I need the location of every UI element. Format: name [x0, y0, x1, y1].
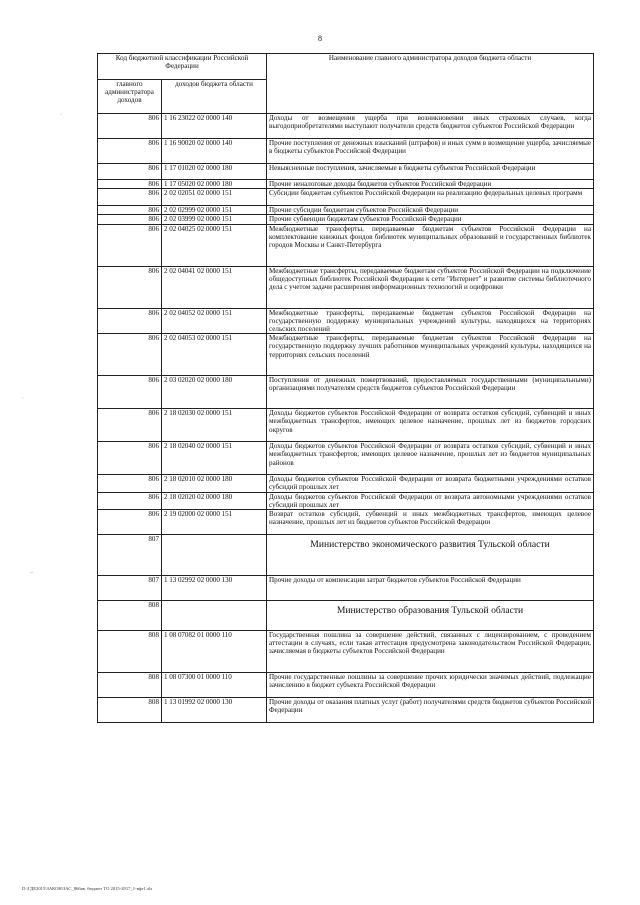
admin-code-cell: 806 — [98, 266, 162, 308]
table-row — [98, 631, 594, 673]
revenue-code-cell: 1 16 23022 02 0000 140 — [162, 114, 267, 139]
revenue-code-cell: 2 02 03999 02 0000 151 — [162, 215, 267, 224]
admin-code-cell: 806 — [98, 215, 162, 224]
revenue-administrators-table — [97, 53, 594, 723]
revenue-code-cell: 2 02 04053 02 0000 151 — [162, 334, 267, 376]
revenue-name-cell: Прочие доходы от оказания платных услуг (работ) получателями средств бюджетов субъектов Российской Федерации — [267, 698, 594, 723]
revenue-name-cell: Межбюджетные трансферты, передаваемые бюджетам субъектов Российской Федерации на комплектование книжных фондов библиотек муниципальных образований и государственных библиотек городов Москвы и Санкт-Петербурга — [267, 224, 594, 266]
admin-code-cell: 808 — [98, 698, 162, 723]
admin-code-cell: 806 — [98, 224, 162, 266]
admin-code-cell: 806 — [98, 376, 162, 409]
admin-code-cell: 806 — [98, 475, 162, 492]
table-row — [98, 442, 594, 475]
revenue-code-cell: 2 02 04025 02 0000 151 — [162, 224, 267, 266]
revenue-code-cell — [162, 601, 267, 631]
revenue-code-cell: 1 08 07082 01 0000 110 — [162, 631, 267, 673]
header-classification: Код бюджетной классификации Российской Федерации — [98, 54, 267, 80]
revenue-name-cell: Прочие субсидии бюджетам субъектов Российской Федерации — [267, 206, 594, 215]
admin-code-cell: 806 — [98, 206, 162, 215]
revenue-code-cell: 1 13 01992 02 0000 130 — [162, 698, 267, 723]
table-row — [98, 698, 594, 723]
revenue-name-cell: Доходы бюджетов субъектов Российской Федерации от возврата бюджетными учреждениями остатков субсидий прошлых лет — [267, 475, 594, 492]
admin-code-cell: 806 — [98, 334, 162, 376]
revenue-name-cell: Прочие неналоговые доходы бюджетов субъектов Российской Федерации — [267, 180, 594, 189]
revenue-name-cell: Поступления от денежных пожертвований, предоставляемых государственными (муниципальными) организациями получателям средств бюджетов субъектов Российской Федерации — [267, 376, 594, 409]
table-row — [98, 180, 594, 189]
table-row — [98, 215, 594, 224]
revenue-name-cell: Возврат остатков субсидий, субвенций и иных межбюджетных трансфертов, имеющих целевое назначение, прошлых лет из бюджетов субъектов Российской Федерации — [267, 510, 594, 535]
admin-code-cell: 808 — [98, 631, 162, 673]
revenue-code-cell: 1 08 07300 01 0000 110 — [162, 673, 267, 698]
admin-code-cell: 806 — [98, 139, 162, 164]
revenue-name-cell: Прочие поступления от денежных взысканий (штрафов) и иных сумм в возмещение ущерба, зачисляемые в бюджеты субъектов Российской Федерации — [267, 139, 594, 164]
revenue-code-cell: 1 17 01020 02 0000 180 — [162, 164, 267, 180]
admin-code-cell: 806 — [98, 442, 162, 475]
revenue-code-cell: 1 17 05020 02 0000 180 — [162, 180, 267, 189]
header-revenue: доходов бюджета области — [162, 80, 267, 114]
admin-code-cell: 806 — [98, 164, 162, 180]
table-row — [98, 139, 594, 164]
revenue-name-cell: Субсидии бюджетам субъектов Российской Федерации на реализацию федеральных целевых программ — [267, 189, 594, 206]
revenue-name-cell: Государственная пошлина за совершение действий, связанных с лицензированием, с проведением аттестации в случаях, если такая аттестация предусмотрена законодательством Российской Федерации, зачисляемая в бюджеты субъектов Российской Федерации — [267, 631, 594, 673]
table-row — [98, 164, 594, 180]
table-row — [98, 409, 594, 442]
revenue-name-cell: Прочие доходы от компенсации затрат бюджетов субъектов Российской Федерации — [267, 576, 594, 601]
table-row — [98, 114, 594, 139]
revenue-code-cell: 2 02 04052 02 0000 151 — [162, 308, 267, 334]
admin-code-cell: 806 — [98, 492, 162, 509]
table-row — [98, 206, 594, 215]
table-row — [98, 673, 594, 698]
file-path-footer: D:\ГДЕ2015\ЗАКОН\ЗАС_866ав. бюджет ТО 2015-2017_1-вфг1.xls — [22, 886, 153, 891]
revenue-name-cell: Доходы бюджетов субъектов Российской Федерации от возврата остатков субсидий, субвенций и иных межбюджетных трансфертов, имеющих целевое назначение, прошлых лет из бюджетов муниципальных районов — [267, 442, 594, 475]
table-row — [98, 334, 594, 376]
page-number: 8 — [318, 34, 322, 43]
admin-code-cell: 807 — [98, 535, 162, 576]
table-row — [98, 308, 594, 334]
table-row — [98, 224, 594, 266]
table-row — [98, 510, 594, 535]
revenue-code-cell: 2 03 02020 02 0000 180 — [162, 376, 267, 409]
revenue-code-cell: 2 18 02030 02 0000 151 — [162, 409, 267, 442]
revenue-code-cell: 2 19 02000 02 0000 151 — [162, 510, 267, 535]
table-row — [98, 475, 594, 492]
revenue-code-cell: 2 18 02040 02 0000 151 — [162, 442, 267, 475]
revenue-name-cell: Доходы бюджетов субъектов Российской Федерации от возврата автономными учреждениями остатков субсидий прошлых лет — [267, 492, 594, 509]
admin-code-cell: 806 — [98, 308, 162, 334]
admin-code-cell: 806 — [98, 189, 162, 206]
revenue-code-cell: 2 02 04041 02 0000 151 — [162, 266, 267, 308]
admin-code-cell: 808 — [98, 601, 162, 631]
revenue-code-cell: 1 13 02992 02 0000 130 — [162, 576, 267, 601]
revenue-name-cell: Прочие субвенции бюджетам субъектов Российской Федерации — [267, 215, 594, 224]
table-row — [98, 266, 594, 308]
admin-code-cell: 806 — [98, 510, 162, 535]
revenue-code-cell: 2 18 02020 02 0000 180 — [162, 492, 267, 509]
revenue-name-cell: Прочие государственные пошлины за совершение прочих юридически значимых действий, подлежащие зачислению в бюджет субъекта Российской Федерации — [267, 673, 594, 698]
revenue-name-cell: Межбюджетные трансферты, передаваемые бюджетам субъектов Российской Федерации на государственную поддержку муниципальных учреждений культуры, находящихся на территориях сельских поселений — [267, 308, 594, 334]
revenue-name-cell: Министерство образования Тульской области — [267, 601, 594, 631]
revenue-code-cell: 2 18 02010 02 0000 180 — [162, 475, 267, 492]
table-row — [98, 576, 594, 601]
ministry-row — [98, 601, 594, 631]
admin-code-cell: 808 — [98, 673, 162, 698]
revenue-name-cell: Межбюджетные трансферты, передаваемые бюджетам субъектов Российской Федерации на подключение общедоступных библиотек Российской Федерации к сети "Интернет" и развитие системы библиотечного дела с учетом задачи расширения информационных технологий и оцифровки — [267, 266, 594, 308]
revenue-code-cell: 2 02 02999 02 0000 151 — [162, 206, 267, 215]
revenue-name-cell: Доходы от возмещения ущерба при возникновении иных страховых случаев, когда выгодоприобретателями выступают получатели средств бюджетов субъектов Российской Федерации — [267, 114, 594, 139]
header-admin: главного администратора доходов — [98, 80, 162, 114]
table-row — [98, 492, 594, 509]
header-name: Наименование главного администратора доходов бюджета области — [267, 54, 594, 114]
revenue-name-cell: Невыясненные поступления, зачисляемые в бюджеты субъектов Российской Федерации — [267, 164, 594, 180]
table-row — [98, 189, 594, 206]
admin-code-cell: 806 — [98, 180, 162, 189]
table-row — [98, 376, 594, 409]
ministry-row — [98, 535, 594, 576]
admin-code-cell: 806 — [98, 409, 162, 442]
revenue-code-cell: 2 02 02051 02 0000 151 — [162, 189, 267, 206]
revenue-name-cell: Межбюджетные трансферты, передаваемые бюджетам субъектов Российской Федерации на государственную поддержку лучших работников муниципальных учреждений культуры, находящихся на территориях сельских поселений — [267, 334, 594, 376]
revenue-name-cell: Министерство экономического развития Тульской области — [267, 535, 594, 576]
revenue-code-cell: 1 16 90020 02 0000 140 — [162, 139, 267, 164]
revenue-code-cell — [162, 535, 267, 576]
revenue-name-cell: Доходы бюджетов субъектов Российской Федерации от возврата остатков субсидий, субвенций и иных межбюджетных трансфертов, имеющих целевое назначение, прошлых лет из бюджетов городских округов — [267, 409, 594, 442]
admin-code-cell: 807 — [98, 576, 162, 601]
admin-code-cell: 806 — [98, 114, 162, 139]
